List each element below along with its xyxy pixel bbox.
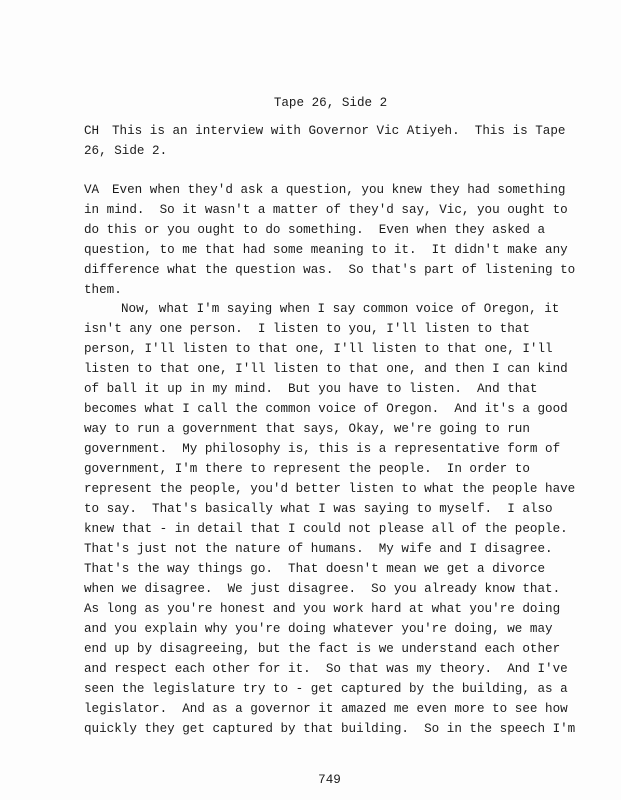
transcript-line: As long as you're honest and you work hard at what you're doing — [84, 602, 561, 616]
speaker-label-va: VA — [84, 183, 100, 197]
transcript-line: person, I'll listen to that one, I'll listen to that one, I'll — [84, 342, 553, 356]
transcript-line: This is an interview with Governor Vic Atiyeh. This is Tape — [112, 124, 566, 138]
transcript-line: difference what the question was. So that's part of listening to — [84, 263, 576, 277]
transcript-line: end up by disagreeing, but the fact is we understand each other — [84, 642, 561, 656]
transcript-line: and you explain why you're doing whatever you're doing, we may — [84, 622, 553, 636]
transcript-line: question, to me that had some meaning to it. It didn't make any — [84, 243, 568, 257]
transcript-line: Even when they'd ask a question, you knew they had something — [112, 183, 566, 197]
transcript-line: seen the legislature try to - get captured by the building, as a — [84, 682, 568, 696]
transcript-line: way to run a government that says, Okay, we're going to run — [84, 422, 530, 436]
transcript-line: That's just not the nature of humans. My wife and I disagree. — [84, 542, 553, 556]
transcript-line: when we disagree. We just disagree. So you already know that. — [84, 582, 561, 596]
transcript-line: Now, what I'm saying when I say common voice of Oregon, it — [121, 302, 560, 316]
transcript-line: represent the people, you'd better listen to what the people have — [84, 482, 576, 496]
page-number: 749 — [318, 773, 341, 787]
transcript-line: to say. That's basically what I was saying to myself. I also — [84, 502, 553, 516]
transcript-line: listen to that one, I'll listen to that one, and then I can kind — [84, 362, 568, 376]
transcript-line: legislator. And as a governor it amazed me even more to see how — [84, 702, 568, 716]
transcript-line: government. My philosophy is, this is a representative form of — [84, 442, 561, 456]
transcript-line: becomes what I call the common voice of Oregon. And it's a good — [84, 402, 568, 416]
transcript-line: That's the way things go. That doesn't mean we get a divorce — [84, 562, 546, 576]
transcript-line: isn't any one person. I listen to you, I'll listen to that — [84, 322, 530, 336]
transcript-line: and respect each other for it. So that was my theory. And I've — [84, 662, 568, 676]
transcript-line: of ball it up in my mind. But you have to listen. And that — [84, 382, 538, 396]
transcript-line: in mind. So it wasn't a matter of they'd say, Vic, you ought to — [84, 203, 568, 217]
transcript-line: knew that - in detail that I could not please all of the people. — [84, 522, 568, 536]
transcript-line: government, I'm there to represent the people. In order to — [84, 462, 530, 476]
speaker-label-ch: CH — [84, 124, 100, 138]
transcript-line: 26, Side 2. — [84, 144, 168, 158]
transcript-line: them. — [84, 283, 122, 297]
transcript-line: quickly they get captured by that building. So in the speech I'm — [84, 722, 576, 736]
transcript-line: do this or you ought to do something. Even when they asked a — [84, 223, 546, 237]
page-header: Tape 26, Side 2 — [273, 96, 388, 110]
